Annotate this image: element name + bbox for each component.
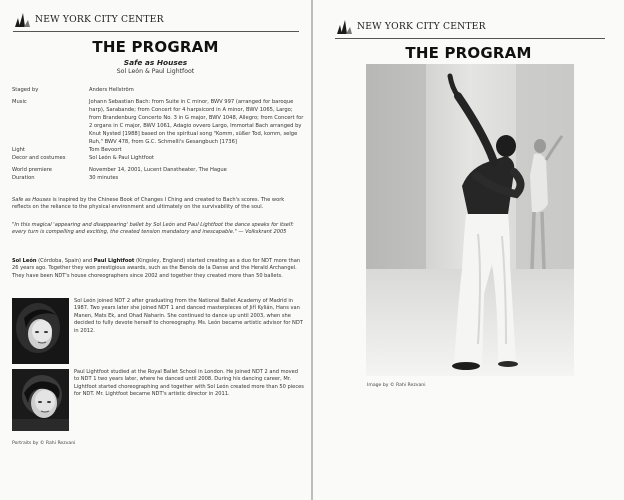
work-description-text: is inspired by the Chinese Book of Changes I Ching and created to Bach's scores. The work reflects on the reliance to the physical environment and ultimately on the survivability of the soul. <box>12 197 285 211</box>
bio-name-lightfoot: Paul Lightfoot <box>93 258 135 264</box>
credit-row <box>12 86 304 94</box>
image-credit: Image by © Rahi Rezvani <box>367 383 426 388</box>
bio-paul-lightfoot: Paul Lightfoot studied at the Royal Ballet School in London. He joined NDT 2 and moved to NDT 1 two years later, where he danced until 2008. During his dancing career, Mr. Lightfoot started choreographing and together with Sol León created more than 50 pieces for NDT. Mr. Lightfoot became NDT's artistic director in 2011. <box>74 369 304 398</box>
header-rule <box>335 38 605 39</box>
credit-label: Decor and costumes <box>12 155 66 161</box>
credit-value: Johann Sebastian Bach: from Suite in C minor, BWV 997 (arranged for baroque harp), Sarabande; from Concert for 4 harpsicord in A minor, BWV 1065, Largo; from Brandenburg Concerto No. 3 in G major, BWV 1048, Allegro; from Concert for 2 organs in C major, BWV 1061, Adagio ovvero Largo, Immortal Bach arranged by Knut Nysted [1988] based on the spiritual song "Komm, süßer Tod, komm, selge Ruh," BWV 478, from G.C. Schmelli's Gesangbuch [1736] <box>89 99 304 145</box>
bio-sol-leon: Sol León joined NDT 2 after graduating from the National Ballet Academy of Madrid in 1987. Two years later she joined NDT 1 and danced masterpieces of Jiří Kylián, Hans van Manen, Mats Ek, and Ohad Naharin. She continued to dance up until 2003, when she decided to fully devote herself to choreography. Ms. León became artistic advisor for NDT in 2012. <box>74 298 303 334</box>
press-quote-source: — Volkskrant 2005 <box>236 229 287 236</box>
work-byline: Sol León & Paul Lightfoot <box>116 68 195 75</box>
credit-label: World premiere <box>12 167 52 173</box>
credit-row <box>12 154 304 162</box>
brand-header <box>335 18 486 35</box>
credit-value: 30 minutes <box>89 175 119 181</box>
credit-label: Staged by <box>12 87 39 93</box>
portrait-paul-lightfoot <box>12 369 69 431</box>
credit-value: Anders Hellström <box>89 87 134 93</box>
work-title: Safe as Houses <box>123 58 188 67</box>
city-center-logo-icon <box>13 11 31 28</box>
credit-label: Duration <box>12 175 35 181</box>
credit-row <box>12 146 304 154</box>
brand-name: NEW YORK CITY CENTER <box>357 21 486 32</box>
credit-row <box>12 98 304 146</box>
joint-bio-mid: (Córdoba, Spain) and <box>36 258 94 264</box>
press-quote <box>12 222 304 237</box>
portrait-sol-leon <box>12 298 69 364</box>
header-rule <box>13 31 299 32</box>
brand-header <box>13 11 164 28</box>
credit-row <box>12 174 304 182</box>
credit-value: November 14, 2001, Lucent Danstheater, The Hague <box>89 167 227 173</box>
dancer-photo <box>366 64 574 376</box>
program-page-right <box>313 0 624 500</box>
city-center-logo-icon <box>335 18 353 35</box>
credit-row <box>12 166 304 174</box>
portraits-credit: Portraits by © Rahi Rezvani <box>12 441 76 446</box>
credits-list <box>12 86 304 182</box>
brand-name: NEW YORK CITY CENTER <box>35 14 164 25</box>
program-page-left <box>0 0 311 500</box>
work-description <box>12 197 304 212</box>
credit-label: Light <box>12 147 25 153</box>
page-title: THE PROGRAM <box>92 38 219 56</box>
credit-value: Tom Bevoort <box>89 147 122 153</box>
joint-bio <box>12 258 304 280</box>
page-title: THE PROGRAM <box>405 44 532 62</box>
credit-label: Music <box>12 99 27 105</box>
credit-value: Sol León & Paul Lightfoot <box>89 155 154 161</box>
joint-bio-text: (Kingsley, England) started creating as a duo for NDT more than 26 years ago. Together they won prestigious awards, such as the Benois de la Danse and the Herald Archangel. They have been NDT's house choreographers since 2002 and together they created more than 50 ballets. <box>12 258 301 279</box>
press-quote-text: "In this magical 'appearing and disappearing' ballet by Sol León and Paul Lightfoot the dance speaks for itself: every turn is compelling and exciting, the created tension mandatory and inescapable." <box>12 222 294 236</box>
work-description-title: Safe as Houses <box>12 197 51 203</box>
bio-name-leon: Sol León <box>12 258 37 264</box>
